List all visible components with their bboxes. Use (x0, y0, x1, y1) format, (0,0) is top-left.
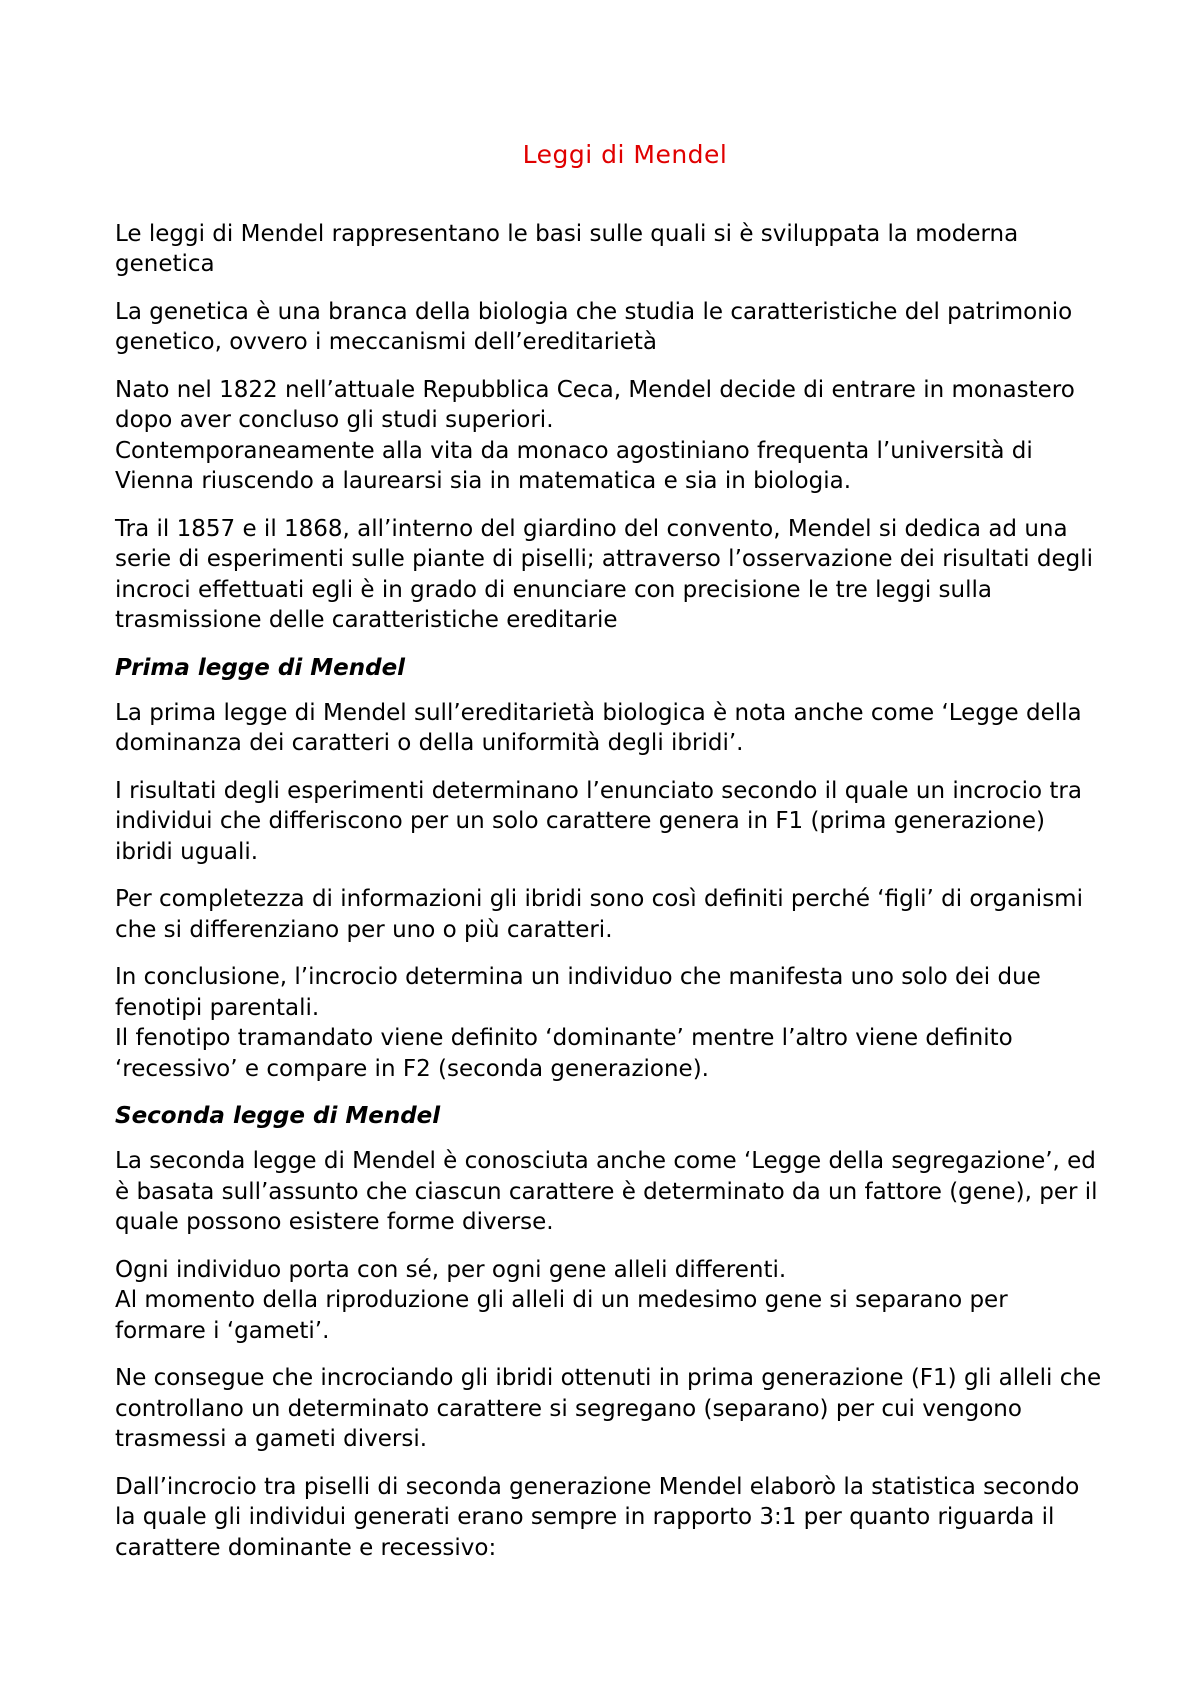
seconda-legge-paragraph-4: Dall’incrocio tra piselli di seconda generazione Mendel elaborò la statistica secondo la quale gli individui generati erano sempre in rapporto 3:1 per quanto riguarda il carattere dominante e recessivo: (115, 1473, 1080, 1561)
intro-paragraph-1: Le leggi di Mendel rappresentano le basi sulle quali si è sviluppata la moderna genetica (115, 220, 1019, 277)
prima-legge-paragraph-2: I risultati degli esperimenti determinano l’enunciato secondo il quale un incrocio tra individui che differiscono per un solo carattere genera in F1 (prima generazione) ibridi uguali. (115, 777, 1082, 865)
intro-paragraph-4: Tra il 1857 e il 1868, all’interno del giardino del convento, Mendel si dedica ad una serie di esperimenti sulle piante di piselli; attraverso l’osservazione dei risultati degli incroci effettuati egli è in grado di enunciare con precisione le tre leggi sulla trasmissione delle caratteristiche ereditarie (115, 515, 1094, 633)
seconda-legge-paragraph-1: La seconda legge di Mendel è conosciuta anche come ‘Legge della segregazione’, ed è basata sull’assunto che ciascun carattere è determinato da un fattore (gene), per il quale possono esistere forme diverse. (115, 1148, 1098, 1235)
seconda-legge-paragraph-2 (115, 1255, 1105, 1347)
document-body (115, 140, 1105, 1580)
section-heading-seconda-legge: Seconda legge di Mendel (115, 1103, 441, 1129)
prima-legge-paragraph-4-sentence-2: Il fenotipo tramandato viene definito ‘dominante’ mentre l’altro viene definito ‘recessivo’ e compare in F2 (seconda generazione). (115, 1025, 1013, 1082)
intro-paragraph-3 (115, 375, 1105, 497)
intro-paragraph-3-sentence-1: Nato nel 1822 nell’attuale Repubblica Ceca, Mendel decide di entrare in monastero dopo aver concluso gli studi superiori. (115, 376, 1075, 433)
section-heading-prima-legge: Prima legge di Mendel (115, 654, 406, 681)
prima-legge-paragraph-1: La prima legge di Mendel sull’ereditarietà biologica è nota anche come ‘Legge della dominanza dei caratteri o della uniformità degli ibridi’. (115, 699, 1082, 756)
prima-legge-paragraph-4-sentence-1: In conclusione, l’incrocio determina un individuo che manifesta uno solo dei due fenotipi parentali. (115, 964, 1041, 1021)
prima-legge-paragraph-4 (115, 962, 1105, 1084)
seconda-legge-paragraph-2-sentence-2: Al momento della riproduzione gli alleli di un medesimo gene si separano per formare i ‘gameti’. (115, 1287, 1008, 1344)
seconda-legge-paragraph-2-sentence-1: Ogni individuo porta con sé, per ogni gene alleli differenti. (115, 1256, 787, 1283)
intro-paragraph-3-sentence-2: Contemporaneamente alla vita da monaco agostiniano frequenta l’università di Vienna riuscendo a laurearsi sia in matematica e sia in biologia. (115, 437, 1033, 494)
document-title: Leggi di Mendel (522, 140, 728, 169)
seconda-legge-paragraph-3: Ne consegue che incrociando gli ibridi ottenuti in prima generazione (F1) gli alleli che controllano un determinato carattere si segregano (separano) per cui vengono trasmessi a gameti diversi. (115, 1365, 1102, 1452)
intro-paragraph-2: La genetica è una branca della biologia che studia le caratteristiche del patrimonio genetico, ovvero i meccanismi dell’ereditarietà (115, 298, 1073, 355)
prima-legge-paragraph-3: Per completezza di informazioni gli ibridi sono così definiti perché ‘figli’ di organismi che si differenziano per uno o più caratteri. (115, 886, 1083, 943)
